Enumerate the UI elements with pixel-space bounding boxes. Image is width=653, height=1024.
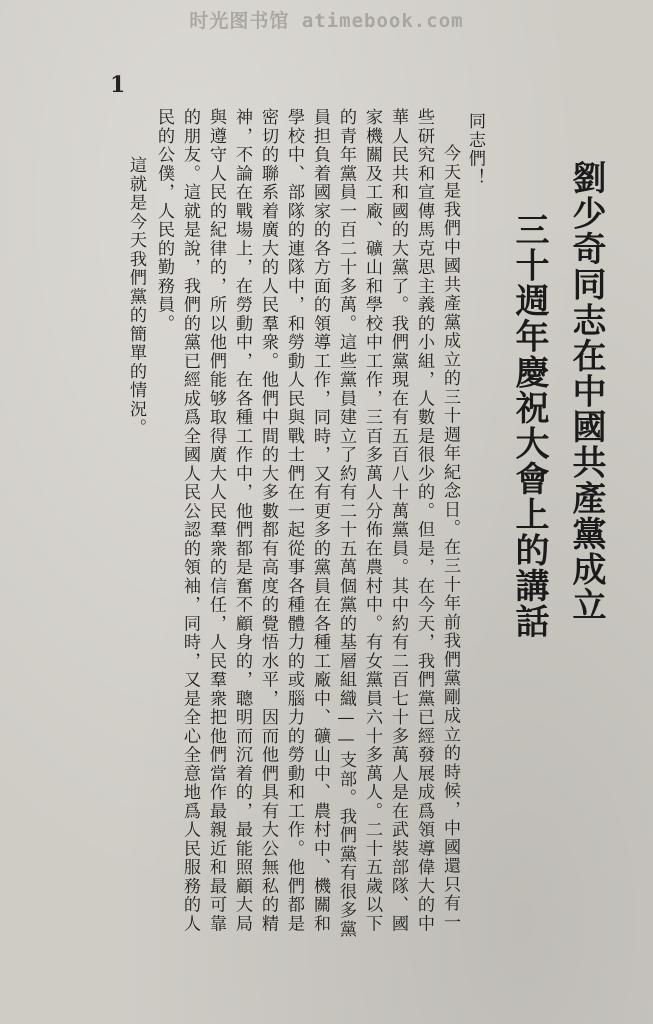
body-line: 學校中、部隊的連隊中，和勞動人民與戰士們在一起從事各種體力的或腦力的勞動和工作。他們都是: [284, 108, 304, 933]
page-number: 1: [110, 72, 126, 98]
body-line: 華人民共和國的大黨了。我們黨現在有五百八十萬黨員。其中約有二百七十多萬人是在武裝部隊、國: [388, 108, 408, 933]
body-line: 今天是我們中國共產黨成立的三十週年紀念日。在三十年前我們黨剛成立的時候，中國還只有一: [440, 144, 460, 932]
body-line: 這就是今天我們黨的簡單的情況。: [126, 156, 146, 438]
body-line: 些研究和宣傳馬克思主義的小組，人數是很少的。但是，在今天，我們黨已經發展成爲領導偉大的中: [414, 108, 434, 933]
body-line: 的青年黨員一百二十多萬。這些黨員建立了約有二十五萬個黨的基層組織——支部。我們黨有很多黨: [336, 108, 356, 939]
body-line: 與遵守人民的紀律的，所以他們能够取得廣大人民羣衆的信任，人民羣衆把他們當作最親近和最可靠: [206, 108, 226, 933]
title-line-1: 劉少奇同志在中國共產黨成立: [566, 160, 606, 623]
body-line: 家機關及工廠、礦山和學校中工作，三百多萬人分佈在農村中。有女黨員六十多萬人。二十五歲以下: [362, 108, 382, 933]
body-line: 的朋友。這就是說，我們的黨已經成爲全國人民公認的領袖，同時，又是全心全意地爲人民服務的人: [180, 108, 200, 933]
body-line: 員担負着國家的各方面的領導工作，同時，又有更多的黨員在各種工廠中、礦山中、農村中、機關和: [310, 108, 330, 933]
site-watermark: 时光图书馆 atimebook.com: [189, 10, 464, 32]
body-line: 神，不論在戰場上，在勞動中，在各種工作中，他們都是奮不顧身的，聰明而沉着的，最能照顧大局: [232, 108, 252, 933]
salutation: 同志們！: [465, 112, 485, 187]
body-line: 民的公僕，人民的勤務員。: [154, 108, 174, 333]
title-line-2: 三十週年慶祝大會上的講話: [509, 212, 549, 640]
body-line: 密切的聯系着廣大的人民羣衆。他們中間的大多數都有高度的覺悟水平，因而他們具有大公無私的精: [258, 108, 278, 933]
